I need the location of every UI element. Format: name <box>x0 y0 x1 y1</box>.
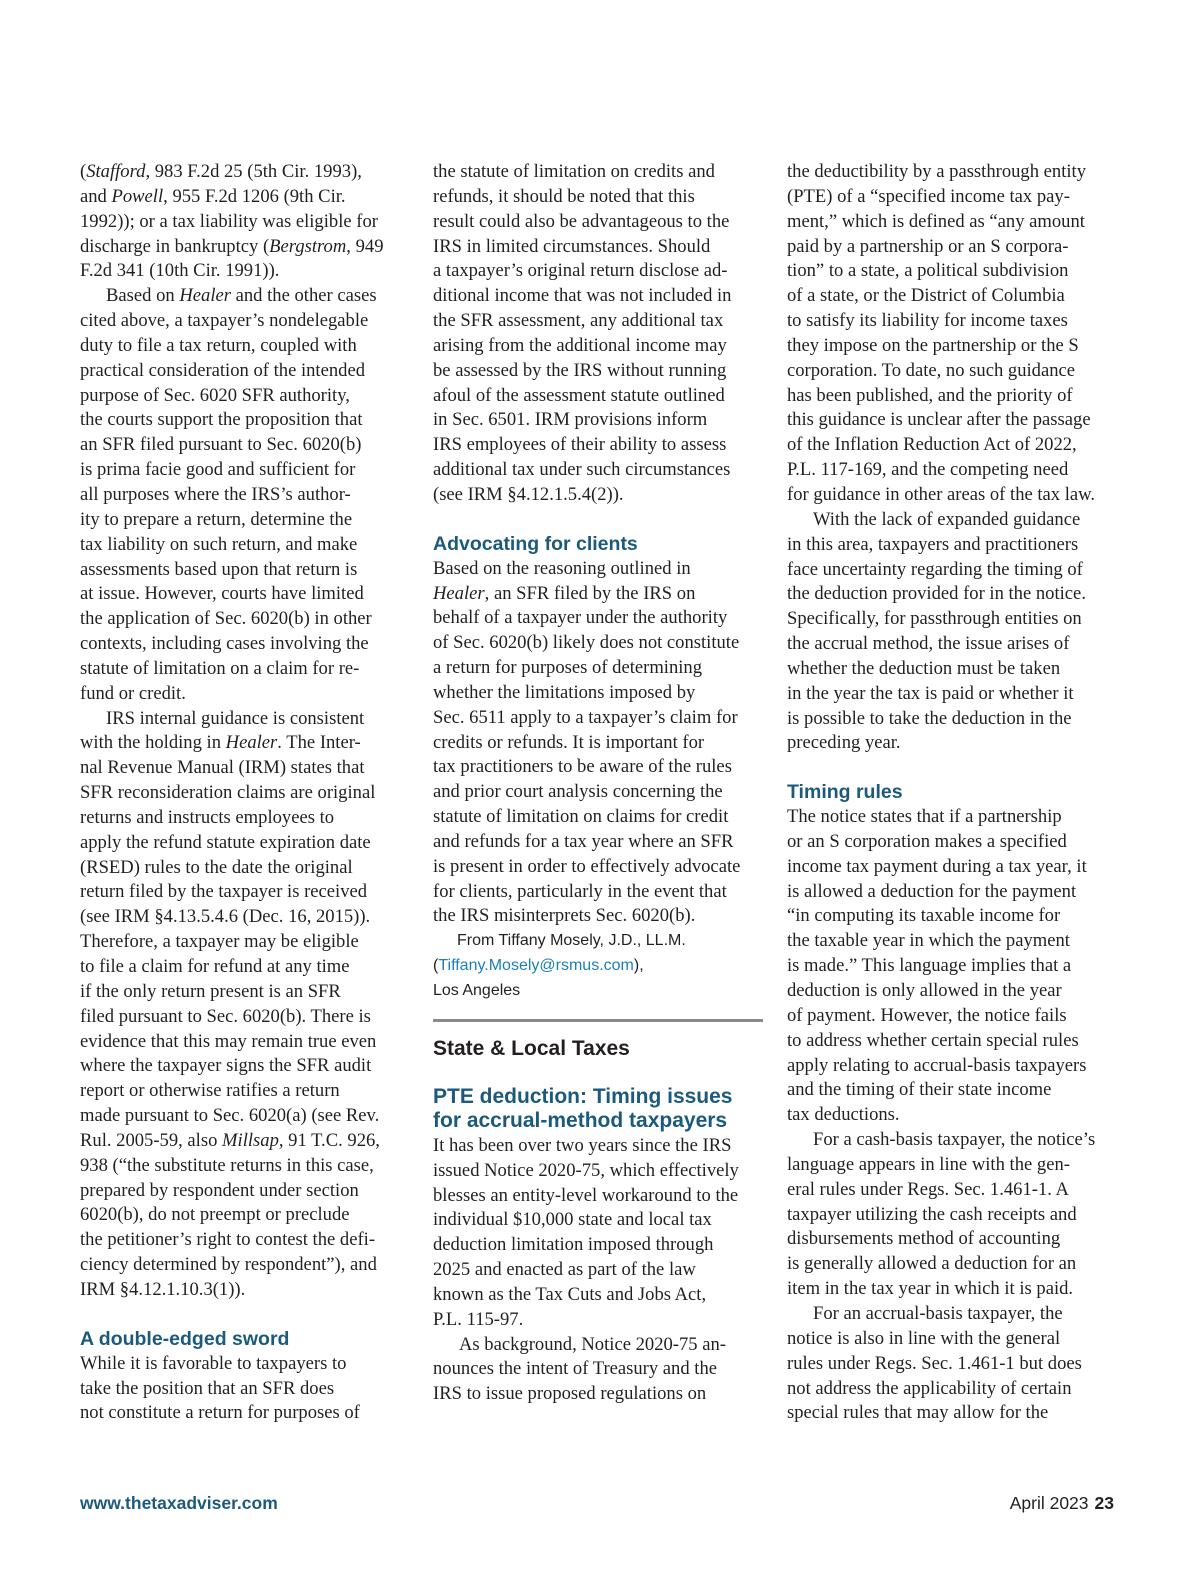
text-line: is prima facie good and sufficient for <box>80 459 356 481</box>
text-line: arising from the additional income may <box>433 334 727 356</box>
text-line: Based on Healer and the other cases <box>106 285 377 307</box>
text-line: credits or refunds. It is important for <box>433 731 705 753</box>
text-line: to file a claim for refund at any time <box>80 956 350 977</box>
text-line: the SFR assessment, any additional tax <box>433 310 724 332</box>
text-line: and refunds for a tax year where an SFR <box>433 830 734 852</box>
text-line: contexts, including cases involving the <box>80 633 369 655</box>
text-line: prepared by respondent under section <box>80 1179 359 1201</box>
text-line: not address the applicability of certain <box>787 1377 1072 1399</box>
text-line: taxpayer utilizing the cash receipts and <box>787 1203 1077 1225</box>
text-line: deduction limitation imposed through <box>433 1234 714 1256</box>
column-1 <box>80 160 406 1426</box>
text-line: is allowed a deduction for the payment <box>787 880 1077 902</box>
text-line: issued Notice 2020-75, which effectively <box>433 1159 739 1181</box>
text-line: ciency determined by respondent”), and <box>80 1254 377 1276</box>
text-line: has been published, and the priority of <box>787 384 1073 406</box>
text-line: evidence that this may remain true even <box>80 1030 377 1052</box>
section-title-state-local-taxes: State & Local Taxes <box>433 1036 630 1060</box>
text-line: 938 (“the substitute returns in this case, <box>80 1154 374 1176</box>
text-line: of the Inflation Reduction Act of 2022, <box>787 434 1077 456</box>
text-line: Therefore, a taxpayer may be eligible <box>80 931 359 953</box>
text-line: nal Revenue Manual (IRM) states that <box>80 757 365 779</box>
text-line: at issue. However, courts have limited <box>80 583 364 605</box>
text-line: tax deductions. <box>787 1104 900 1126</box>
text-line: With the lack of expanded guidance <box>813 508 1081 530</box>
text-line: (PTE) of a “specified income tax pay- <box>787 185 1070 207</box>
text-line: statute of limitation on a claim for re- <box>80 657 360 679</box>
text-line: statute of limitation on claims for credit <box>433 806 729 828</box>
spacer <box>433 1062 763 1085</box>
text-line: of a state, or the District of Columbia <box>787 285 1065 307</box>
text-line: (see IRM §4.12.1.5.4(2)). <box>433 483 624 505</box>
case-name: Healer <box>179 285 231 307</box>
text-line: behalf of a taxpayer under the authority <box>433 607 728 629</box>
text-line: IRS to issue proposed regulations on <box>433 1383 707 1405</box>
author-email-line: (Tiffany.Mosely@rsmus.com), <box>433 957 644 975</box>
footer-website-link[interactable]: www.thetaxadviser.com <box>80 1493 278 1513</box>
text-line: eral rules under Regs. Sec. 1.461-1. A <box>787 1178 1069 1200</box>
text-line: Specifically, for passthrough entities on <box>787 608 1082 630</box>
text-line: tax liability on such return, and make <box>80 533 358 555</box>
article-title-line-1: PTE deduction: Timing issues <box>433 1084 733 1108</box>
text-line: known as the Tax Cuts and Jobs Act, <box>433 1283 707 1305</box>
text-line: It has been over two years since the IRS <box>433 1134 732 1156</box>
text-line: item in the tax year in which it is paid. <box>787 1278 1074 1300</box>
text-line: afoul of the assessment statute outlined <box>433 384 725 406</box>
text-line: a taxpayer’s original return disclose ad- <box>433 260 728 282</box>
text-line: F.2d 341 (10th Cir. 1991)). <box>80 260 280 282</box>
text-line: Based on the reasoning outlined in <box>433 557 691 579</box>
text-line: assessments based upon that return is <box>80 558 358 580</box>
text-line: to address whether certain special rules <box>787 1029 1079 1051</box>
text-line: the deduction provided for in the notice. <box>787 583 1086 605</box>
text-line: IRS in limited circumstances. Should <box>433 235 711 257</box>
text-line: the taxable year in which the payment <box>787 930 1070 952</box>
text-line: and Powell, 955 F.2d 1206 (9th Cir. <box>80 185 346 207</box>
text-line: (see IRM §4.13.5.4.6 (Dec. 16, 2015)). <box>80 906 371 928</box>
text-line: for guidance in other areas of the tax law. <box>787 483 1096 505</box>
text-line: deduction is only allowed in the year <box>787 980 1062 1001</box>
text-line: an SFR filed pursuant to Sec. 6020(b) <box>80 434 362 456</box>
text-line: the statute of limitation on credits and <box>433 161 715 182</box>
text-line: not constitute a return for purposes of <box>80 1402 360 1424</box>
case-name: Healer <box>225 732 278 754</box>
spacer <box>787 756 1120 780</box>
case-name: Powell <box>111 185 164 207</box>
text-line: report or otherwise ratifies a return <box>80 1080 340 1102</box>
text-line: additional tax under such circumstances <box>433 459 731 481</box>
text-line: P.L. 115-97. <box>433 1308 524 1330</box>
text-line: As background, Notice 2020-75 an- <box>459 1333 726 1355</box>
text-line: whether the deduction must be taken <box>787 657 1061 679</box>
text-line: is made.” This language implies that a <box>787 955 1072 977</box>
text-line: the deductibility by a passthrough entity <box>787 161 1086 182</box>
case-name: Millsap <box>222 1129 279 1151</box>
text-line: where the taxpayer signs the SFR audit <box>80 1055 372 1077</box>
article-title-line-2: for accrual-method taxpayers <box>433 1109 728 1133</box>
text-line: individual $10,000 state and local tax <box>433 1209 712 1231</box>
text-line: refunds, it should be noted that this <box>433 185 695 207</box>
spacer <box>80 1303 406 1327</box>
text-line: Sec. 6511 apply to a taxpayer’s claim for <box>433 706 738 728</box>
text-line: filed pursuant to Sec. 6020(b). There is <box>80 1005 371 1027</box>
text-line: they impose on the partnership or the S <box>787 334 1079 356</box>
text-line: income tax payment during a tax year, it <box>787 855 1087 877</box>
text-line: 1992)); or a tax liability was eligible for <box>80 210 378 232</box>
text-line: all purposes where the IRS’s author- <box>80 483 351 505</box>
text-line: corporation. To date, no such guidance <box>787 359 1076 381</box>
text-line: take the position that an SFR does <box>80 1377 335 1399</box>
column-2 <box>433 160 763 1407</box>
text-line: the accrual method, the issue arises of <box>787 633 1070 655</box>
text-line: result could also be advantageous to the <box>433 210 730 232</box>
text-line: disbursements method of accounting <box>787 1228 1061 1250</box>
text-line: is generally allowed a deduction for an <box>787 1253 1077 1275</box>
text-line: or an S corporation makes a specified <box>787 830 1067 852</box>
text-line: in this area, taxpayers and practitioners <box>787 533 1079 555</box>
text-line: if the only return present is an SFR <box>80 980 341 1002</box>
text-line: fund or credit. <box>80 682 186 704</box>
text-line: of payment. However, the notice fails <box>787 1004 1067 1026</box>
text-line: a return for purposes of determining <box>433 657 703 679</box>
spacer <box>433 508 763 532</box>
section-heading-double-edged-sword: A double-edged sword <box>80 1327 290 1350</box>
text-line: for clients, particularly in the event that <box>433 880 727 902</box>
text-line: ditional income that was not included in <box>433 285 732 307</box>
text-line: (Stafford, 983 F.2d 25 (5th Cir. 1993), <box>80 161 362 182</box>
text-line: with the holding in Healer. The Inter- <box>80 732 361 754</box>
text-line: nounces the intent of Treasury and the <box>433 1358 718 1380</box>
text-line: the courts support the proposition that <box>80 409 363 431</box>
text-line: return filed by the taxpayer is received <box>80 881 368 903</box>
text-line: Rul. 2005-59, also Millsap, 91 T.C. 926, <box>80 1129 380 1151</box>
text-line: the application of Sec. 6020(b) in other <box>80 608 372 630</box>
text-line: IRS internal guidance is consistent <box>106 707 365 729</box>
section-heading-advocating-for-clients: Advocating for clients <box>433 532 638 555</box>
page-number: 23 <box>1094 1493 1114 1513</box>
footer-date: April 2023 <box>1009 1493 1089 1513</box>
text-line: discharge in bankruptcy (Bergstrom, 949 <box>80 235 384 257</box>
text-line: rules under Regs. Sec. 1.461-1 but does <box>787 1352 1082 1374</box>
author-byline: From Tiffany Mosely, J.D., LL.M. <box>457 932 686 950</box>
text-line: this guidance is unclear after the passage <box>787 409 1091 431</box>
text-line: ment,” which is defined as “any amount <box>787 210 1085 232</box>
text-line: IRS employees of their ability to assess <box>433 434 727 456</box>
text-line: Healer, an SFR filed by the IRS on <box>433 582 696 604</box>
text-line: ity to prepare a return, determine the <box>80 508 353 530</box>
text-line: language appears in line with the gen- <box>787 1153 1070 1175</box>
case-name: Bergstrom <box>269 235 347 257</box>
text-line: 2025 and enacted as part of the law <box>433 1259 696 1281</box>
text-line: SFR reconsideration claims are original <box>80 782 376 804</box>
text-line: apply the refund statute expiration date <box>80 831 371 853</box>
text-line: and the timing of their state income <box>787 1079 1052 1101</box>
text-line: cited above, a taxpayer’s nondelegable <box>80 310 369 332</box>
text-line: “in computing its taxable income for <box>787 905 1061 927</box>
text-line: be assessed by the IRS without running <box>433 359 727 381</box>
author-email-link[interactable]: Tiffany.Mosely@rsmus.com <box>438 957 634 975</box>
text-line: P.L. 117-169, and the competing need <box>787 459 1069 481</box>
text-line: notice is also in line with the general <box>787 1327 1061 1349</box>
case-name: Stafford <box>86 161 146 182</box>
text-line: whether the limitations imposed by <box>433 681 696 703</box>
text-line: (RSED) rules to the date the original <box>80 856 353 878</box>
text-line: While it is favorable to taxpayers to <box>80 1352 347 1374</box>
text-line: in Sec. 6501. IRM provisions inform <box>433 409 708 431</box>
text-line: the petitioner’s right to contest the defi- <box>80 1229 376 1251</box>
text-line: special rules that may allow for the <box>787 1402 1049 1424</box>
text-line: purpose of Sec. 6020 SFR authority, <box>80 384 350 406</box>
text-line: tax practitioners to be aware of the rules <box>433 756 732 778</box>
footer-issue-info <box>1010 1493 1114 1514</box>
text-line: blesses an entity-level workaround to the <box>433 1184 739 1206</box>
text-line: IRM §4.12.1.10.3(1)). <box>80 1278 246 1300</box>
text-line: the IRS misinterprets Sec. 6020(b). <box>433 905 696 927</box>
section-heading-timing-rules: Timing rules <box>787 781 903 804</box>
text-line: is present in order to effectively advocate <box>433 855 741 877</box>
text-line: face uncertainty regarding the timing of <box>787 558 1083 580</box>
text-line: to satisfy its liability for income taxes <box>787 310 1068 332</box>
text-line: preceding year. <box>787 732 901 754</box>
text-line: made pursuant to Sec. 6020(a) (see Rev. <box>80 1105 380 1127</box>
case-name: Healer <box>433 582 485 604</box>
text-line: For a cash-basis taxpayer, the notice’s <box>813 1129 1096 1151</box>
text-line: returns and instructs employees to <box>80 806 335 828</box>
text-line: and prior court analysis concerning the <box>433 781 723 803</box>
author-location: Los Angeles <box>433 982 521 999</box>
text-line: The notice states that if a partnership <box>787 806 1062 828</box>
text-line: apply relating to accrual-basis taxpayers <box>787 1054 1087 1076</box>
text-line: is possible to take the deduction in the <box>787 707 1072 729</box>
text-line: 6020(b), do not preempt or preclude <box>80 1204 350 1226</box>
spacer <box>433 1022 763 1036</box>
column-3 <box>787 160 1120 1426</box>
text-line: paid by a partnership or an S corpora- <box>787 235 1069 257</box>
text-line: duty to file a tax return, coupled with <box>80 334 357 356</box>
text-line: of Sec. 6020(b) likely does not constitute <box>433 632 740 654</box>
text-line: in the year the tax is paid or whether it <box>787 682 1074 704</box>
text-line: For an accrual-basis taxpayer, the <box>813 1302 1063 1324</box>
text-line: tion” to a state, a political subdivision <box>787 260 1069 282</box>
text-line: practical consideration of the intended <box>80 359 365 381</box>
